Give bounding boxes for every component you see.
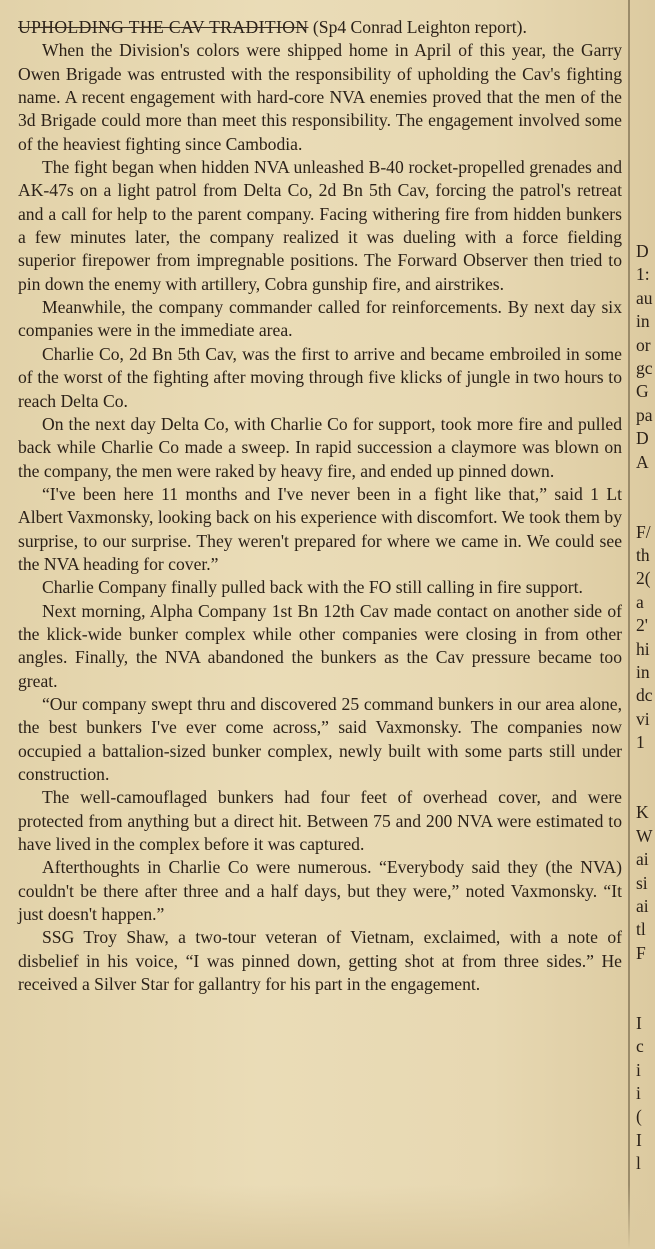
- paragraph: “I've been here 11 months and I've never been in a fight like that,” said 1 Lt Albert Vaxmonsky, looking back on his experience with discomfort. We took them by surprise, to our surprise. They weren't prepared for where we came in. We could see the NVA heading for cover.”: [18, 483, 622, 574]
- paragraph: “Our company swept thru and discovered 25 command bunkers in our area alone, the best bunkers I've ever come across,” said Vaxmonsky. The companies now occupied a battalion-sized bunker complex, newly built with some parts still under construction.: [18, 693, 622, 784]
- adjacent-column-fragment: [636, 778, 655, 801]
- adjacent-column-fragment: [636, 965, 655, 988]
- adjacent-column-fragment: a: [636, 591, 644, 612]
- adjacent-column-fragment: i: [636, 1059, 641, 1080]
- adjacent-column-fragment: 1:: [636, 264, 650, 285]
- adjacent-column-fragment: l: [636, 1153, 641, 1174]
- adjacent-column-fragment: i: [636, 1083, 641, 1104]
- adjacent-column-fragment: th: [636, 545, 650, 566]
- adjacent-column-fragment: [636, 755, 655, 778]
- adjacent-column-fragment: A: [636, 451, 649, 472]
- adjacent-column-fragment: [636, 497, 655, 520]
- adjacent-column-fragment: c: [636, 1036, 644, 1057]
- byline: (Sp4 Conrad Leighton report).: [312, 17, 527, 37]
- adjacent-column-fragment: G: [636, 381, 649, 402]
- adjacent-column-fragment: F/: [636, 521, 651, 542]
- headline: UPHOLDING THE CAV TRADITION: [18, 17, 309, 37]
- adjacent-column-fragment: 2': [636, 615, 648, 636]
- paragraph: When the Division's colors were shipped home in April of this year, the Garry Owen Brigade was entrusted with the responsibility of upholding the Cav's fighting name. A recent engagement with hard-core NVA enemies proved that the men of the 3d Brigade could more than meet this responsibility. The engagement involved some of the heaviest fighting since Cambodia.: [18, 40, 622, 154]
- paragraph: Meanwhile, the company commander called for reinforcements. By next day six companies were in the immediate area.: [18, 297, 622, 341]
- adjacent-column-fragment: ai: [636, 895, 649, 916]
- paragraph: SSG Troy Shaw, a two-tour veteran of Vietnam, exclaimed, with a note of disbelief in his voice, “I was pinned down, getting shot at from three sides.” He received a Silver Star for gallantry for his part in the engagement.: [18, 927, 622, 995]
- adjacent-column-fragment: D: [636, 428, 649, 449]
- adjacent-column-fragment: si: [636, 872, 648, 893]
- article: [18, 16, 622, 996]
- paragraph: Charlie Co, 2d Bn 5th Cav, was the first to arrive and became embroiled in some of the worst of the fighting after moving through five klicks of jungle in two hours to reach Delta Co.: [18, 343, 622, 411]
- adjacent-column-fragment: 1: [636, 732, 645, 753]
- paragraph: The fight began when hidden NVA unleashed B-40 rocket-propelled grenades and AK-47s on a light patrol from Delta Co, 2d Bn 5th Cav, forcing the patrol's retreat and a call for help to the parent company. Facing withering fire from hidden bunkers a few minutes later, the company realized it was dueling with a force fielding superior firepower from impregnable positions. The Forward Observer then tried to pin down the enemy with artillery, Cobra gunship fire, and airstrikes.: [18, 157, 622, 294]
- adjacent-column-fragment: or: [636, 334, 651, 355]
- adjacent-column-fragment: [636, 474, 655, 497]
- paragraph: The well-camouflaged bunkers had four feet of overhead cover, and were protected from anything but a direct hit. Between 75 and 200 NVA were estimated to have lived in the complex before it was captured.: [18, 787, 622, 855]
- adjacent-column-fragment: in: [636, 311, 650, 332]
- paragraph: On the next day Delta Co, with Charlie Co for support, took more fire and pulled back while Charlie Co made a sweep. In rapid succession a claymore was blown on the company, the men were raked by heavy fire, and ended up pinned down.: [18, 413, 622, 481]
- adjacent-column-fragment: au: [636, 287, 653, 308]
- paragraph: Charlie Company finally pulled back with the FO still calling in fire support.: [42, 577, 583, 598]
- paragraph: Afterthoughts in Charlie Co were numerous. “Everybody said they (the NVA) couldn't be there after three and a half days, but they were,” noted Vaxmonsky. “It just doesn't happen.”: [18, 857, 622, 925]
- adjacent-column-fragment: dc: [636, 685, 653, 706]
- adjacent-column-fragment: 2(: [636, 568, 651, 589]
- paragraph: Next morning, Alpha Company 1st Bn 12th Cav made contact on another side of the klick-wide bunker complex while other companies were closing in from other angles. Finally, the NVA abandoned the bunkers as the Cav pressure became too great.: [18, 600, 622, 691]
- adjacent-column-fragment: K: [636, 802, 649, 823]
- adjacent-column-fragment: D: [636, 241, 649, 261]
- adjacent-column-fragment: I: [636, 1129, 642, 1150]
- adjacent-column-fragments: [636, 240, 655, 1176]
- adjacent-column-fragment: [636, 989, 655, 1012]
- adjacent-column-fragment: I: [636, 1012, 642, 1033]
- adjacent-column-fragment: ai: [636, 849, 649, 870]
- adjacent-column-fragment: in: [636, 662, 650, 683]
- adjacent-column-fragment: tl: [636, 919, 646, 940]
- adjacent-column-fragment: hi: [636, 638, 650, 659]
- adjacent-column-fragment: gc: [636, 357, 653, 378]
- adjacent-column-fragment: F: [636, 942, 646, 963]
- article-header: [18, 16, 622, 39]
- adjacent-column-fragment: vi: [636, 708, 650, 729]
- adjacent-column-fragment: pa: [636, 404, 653, 425]
- column-fold-line: [628, 0, 630, 1249]
- adjacent-column-fragment: (: [636, 1106, 642, 1127]
- page-bottom-shading: [0, 1185, 655, 1249]
- adjacent-column-fragment: W: [636, 825, 653, 846]
